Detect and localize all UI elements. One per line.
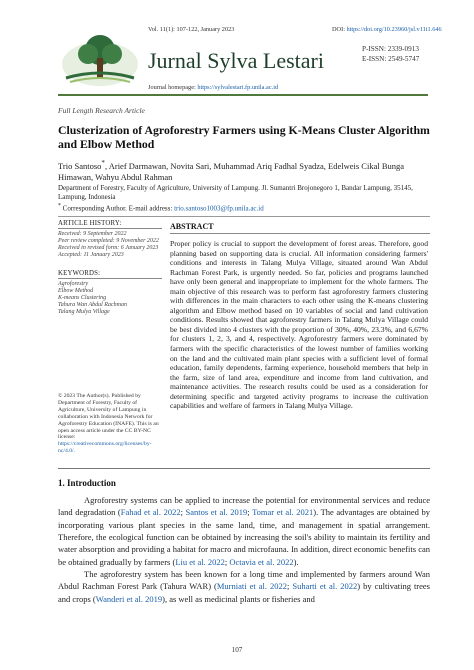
history-item: Peer review completed: 9 November 2022 [58, 238, 159, 244]
keywords-block [58, 270, 162, 316]
journal-title: Jurnal Sylva Lestari [148, 48, 324, 73]
page-number: 107 [231, 646, 243, 654]
article-sidebar [58, 220, 162, 316]
homepage-label: Journal homepage: [148, 84, 198, 91]
keyword: Talang Mulya Village [58, 309, 110, 315]
paragraph: Agroforestry systems can be applied to increase the potential for environmental services and reduce land degradation (Fahad et al. 2022; Santos et al. 2019; Tomar et al. 2021). The advantages are obtained by incorporating various plant species in the same land, time, and management in spatial arrangement. Therefore, the ecological function can be obtained by increasing the soil's ability to maintain its fertility and water absorption and providing a habitat for macro and microfauna. In addition, direct economic benefits can be obtained gradually by farmers (Liu et al. 2022; Octavia et al. 2022). [58, 495, 430, 567]
introduction-body [58, 494, 430, 605]
license-link[interactable]: https://creativecommons.org/licenses/by-nc/4.0/. [58, 441, 152, 455]
citation-link[interactable]: Murniati et al. 2022 [216, 581, 287, 592]
affiliation-block [58, 184, 430, 213]
eissn: E-ISSN: 2549-5747 [362, 55, 420, 63]
corresponding-author: * Corresponding Author. E-mail address: trio.santoso1003@fp.unila.ac.id [58, 202, 264, 212]
divider [58, 228, 162, 229]
paragraph: The agroforestry system has been known for a long time and implemented by farmers around Wan Abdul Rachman Forest Park (Tahura WAR) (Murniati et al. 2022; Suharti et al. 2022) by cultivating trees and crops (Wanderi et al. 2019), as well as medicinal plants or fisheries and [58, 569, 430, 604]
volume-info: Vol. 11(1): 107-122, January 2023 [148, 26, 235, 33]
corresponding-mark: * [101, 159, 105, 167]
citation-link[interactable]: Tomar et al. 2021 [252, 507, 314, 518]
doi [332, 26, 442, 33]
homepage-link[interactable]: https://sylvalestari.fp.unila.ac.id [197, 84, 279, 91]
divider [58, 278, 162, 279]
keywords-heading: KEYWORDS: [58, 270, 101, 277]
issn-block [362, 44, 419, 64]
doi-link[interactable]: https://doi.org/10.23960/jsl.v11i1.646 [346, 26, 442, 33]
corresponding-email-link[interactable]: trio.santoso1003@fp.unila.ac.id [174, 203, 264, 212]
section-divider [58, 216, 430, 217]
citation-link[interactable]: Wanderi et al. 2019 [95, 593, 163, 604]
keyword: Tahura Wan Abdul Rachman [58, 302, 127, 308]
abstract-heading: ABSTRACT [170, 222, 214, 231]
history-item: Received: 9 September 2022 [58, 231, 127, 237]
first-author: Trio Santoso [58, 160, 102, 171]
article-type: Full Length Research Article [58, 106, 145, 115]
citation-link[interactable]: Octavia et al. 2022 [229, 556, 294, 567]
affiliation: Department of Forestry, Faculty of Agriculture, University of Lampung. Jl. Sumantri Brojonegoro 1, Bandar Lampung, 35145, Lampung, Indonesia [58, 184, 413, 201]
license-note [58, 393, 162, 455]
history-item: Received in revised form: 6 January 2023 [58, 245, 159, 251]
section-divider [58, 468, 430, 469]
introduction-heading: 1. Introduction [58, 478, 116, 488]
doi-label: DOI: [332, 26, 347, 33]
citation-link[interactable]: Fahad et al. 2022 [120, 507, 181, 518]
abstract-text: Proper policy is crucial to support the development of forest areas. Therefore, good planning based on supporting data is crucial. All information considering farmers' conditions and interests in Talang Mulya Village, situated around Wan Abdul Rachman Forest Park, is urgently needed. So far, policies and programs launched have only been general and inappropriate to implement for the whole farmers. The main objective of this research was to perform fast agroforestry farmers clustering with differences in the main characters to each other using the K-means clustering algorithm and Elbow method based on 10 variables of social and land cultivation conditions. Results showed that agroforestry farmers in Talang Mulya Village could be best divided into 4 clusters with the proportion of 30%, 40%, 23.3%, and 6,67% for clusters 1, 2, 3, and 4, respectively. Agroforestry farmers were dominated by farmers with the specific characteristics of the lowest number of families working on the land and the cultivated main plant species with a sufficient level of formal education, family dependents, farming experience, household members that help in the farm, size of land area, expenditure and income from land cultivation, and maintenance activities. The research results could be used as a consideration for determining specific and targeted activity programs to increase the cultivation capabilities and welfare of farmers in Talang Mulya Village. [170, 239, 428, 411]
license-text: © 2023 The Author(s). Published by Department of Forestry, Faculty of Agriculture, University of Lampung in collaboration with Indonesia Network for Agroforestry Education (INAFE). This is an open access article under the CC BY-NC license: [58, 393, 159, 441]
paper-title: Clusterization of Agroforestry Farmers using K-Means Cluster Algorithm and Elbow Method [58, 123, 430, 151]
history-item: Accepted: 11 January 2023 [58, 252, 124, 258]
header-divider [58, 94, 428, 96]
keyword: Agroforestry [58, 281, 89, 287]
abstract-divider [170, 233, 430, 234]
citation-link[interactable]: Liu et al. 2022 [175, 556, 225, 567]
pissn: P-ISSN: 2339-0913 [362, 45, 419, 53]
history-heading: ARTICLE HISTORY: [58, 220, 122, 227]
journal-homepage [148, 84, 278, 91]
keyword: K-means Clustering [58, 295, 107, 301]
citation-link[interactable]: Santos et al. 2019 [185, 507, 248, 518]
journal-logo [60, 28, 140, 88]
keyword: Elbow Method [58, 288, 94, 294]
citation-link[interactable]: Suharti et al. 2022 [292, 581, 358, 592]
tree-logo-icon [60, 28, 140, 88]
other-authors: , Arief Darmawan, Novita Sari, Muhammad Ariq Fadhal Syadza, Edelweis Cikal Bunga Himawan, Wahyu Abdul Rahman [58, 160, 405, 183]
author-list [58, 158, 430, 183]
